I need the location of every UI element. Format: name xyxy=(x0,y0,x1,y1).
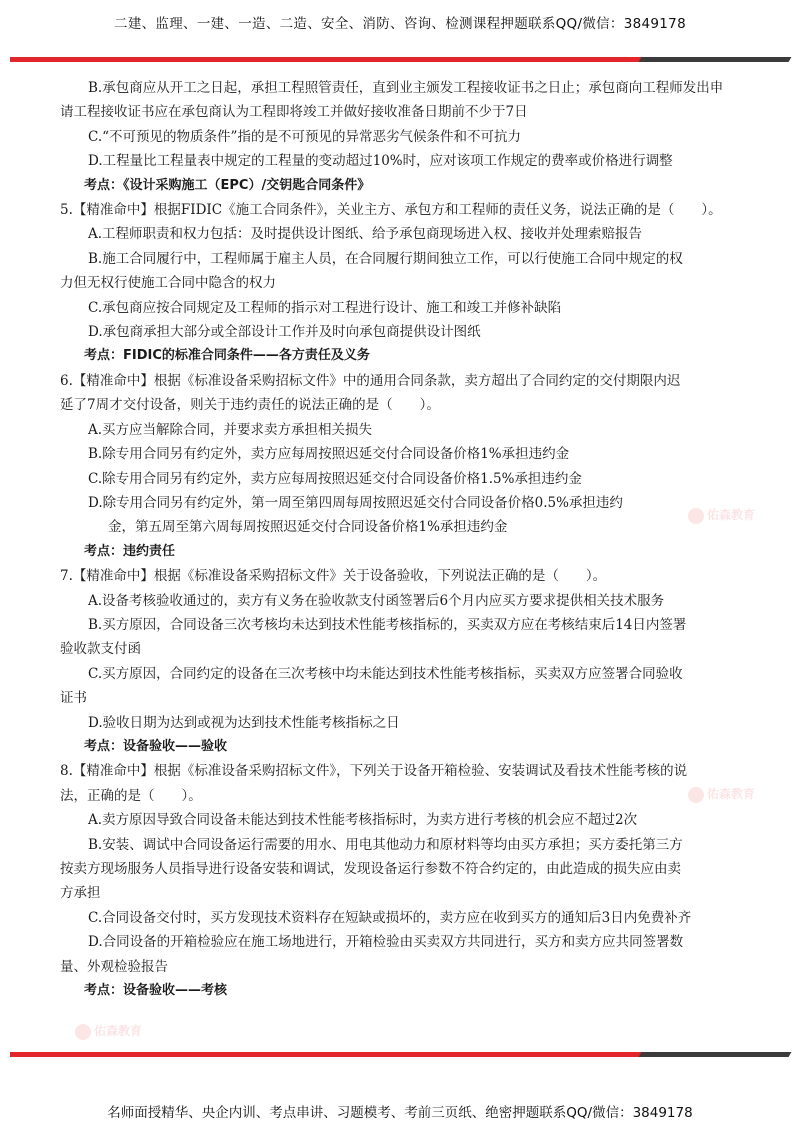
watermark-logo: 佑森教育 xyxy=(688,785,755,803)
text-line: 方承担 xyxy=(60,885,101,902)
text-line: D.验收日期为达到或视为达到技术性能考核指标之日 xyxy=(88,714,400,731)
text-line: 请工程接收证书应在承包商认为工程即将竣工并做好接收准备日期前不少于7日 xyxy=(60,104,528,121)
watermark-logo: 佑森教育 xyxy=(75,1022,142,1040)
text-line: B.除专用合同另有约定外，卖方应每周按照迟延交付合同设备价格1%承担违约金 xyxy=(88,446,570,463)
text-line: A.工程师职责和权力包括：及时提供设计图纸、给予承包商现场进入权、接收并处理索赔报告 xyxy=(88,226,643,243)
exam-point: 考点：FIDIC的标准合同条件——各方责任及义务 xyxy=(84,348,370,364)
text-line: C.除专用合同另有约定外，卖方应每周按照迟延交付合同设备价格1.5%承担违约金 xyxy=(88,470,582,487)
text-line: C.合同设备交付时，买方发现技术资料存在短缺或损坏的，卖方应在收到买方的通知后3日内免费补齐 xyxy=(88,909,692,926)
page-footer: 名师面授精华、央企内训、考点串讲、习题模考、考前三页纸、绝密押题联系QQ/微信：3849178 xyxy=(107,1105,693,1121)
text-line: D.合同设备的开箱检验应在施工场地进行，开箱检验由买卖双方共同进行，买方和卖方应共同签署数 xyxy=(88,934,684,951)
text-line: B.施工合同履行中，工程师属于雇主人员，在合同履行期间独立工作，可以行使施工合同中规定的权 xyxy=(88,250,683,267)
text-line: 6.【精准命中】根据《标准设备采购招标文件》中的通用合同条款，卖方超出了合同约定的交付期限内迟 xyxy=(60,372,681,389)
text-line: D.承包商承担大部分或全部设计工作并及时向承包商提供设计图纸 xyxy=(88,324,481,341)
exam-point: 考点：设备验收——验收 xyxy=(84,738,228,754)
text-line: A.买方应当解除合同，并要求卖方承担相关损失 xyxy=(88,421,373,438)
text-line: 法，正确的是（ ）。 xyxy=(60,787,202,804)
text-line: D.工程量比工程量表中规定的工程量的变动超过10%时，应对该项工作规定的费率或价格进行调整 xyxy=(88,153,673,170)
text-line: 8.【精准命中】根据《标准设备采购招标文件》，下列关于设备开箱检验、安装调试及看技术性能考核的说 xyxy=(60,763,688,780)
text-line: C.“不可预见的物质条件”指的是不可预见的异常恶劣气候条件和不可抗力 xyxy=(88,128,521,145)
header-divider xyxy=(10,57,790,62)
text-line: 延了7周才交付设备，则关于违约责任的说法正确的是（ ）。 xyxy=(60,397,440,414)
text-line: 金，第五周至第六周每周按照迟延交付合同设备价格1%承担违约金 xyxy=(108,519,508,536)
exam-point: 考点：《设计采购施工（EPC）/交钥匙合同条件》 xyxy=(84,177,371,193)
text-line: B.承包商应从开工之日起，承担工程照管责任，直到业主颁发工程接收证书之日止；承包商向工程师发出申 xyxy=(88,80,724,96)
text-line: A.设备考核验收通过的，卖方有义务在验收款支付函签署后6个月内应买方要求提供相关技术服务 xyxy=(88,592,665,609)
text-line: 7.【精准命中】根据《标准设备采购招标文件》关于设备验收，下列说法正确的是（ ）。 xyxy=(60,568,607,585)
text-line: 验收款支付函 xyxy=(60,641,141,658)
text-line: B.安装、调试中合同设备运行需要的用水、用电其他动力和原材料等均由买方承担；买方委托第三方 xyxy=(88,836,683,853)
exam-point: 考点：违约责任 xyxy=(84,543,176,559)
watermark-logo: 佑森教育 xyxy=(688,506,755,524)
text-line: 量、外观检验报告 xyxy=(60,958,168,975)
text-line: C.买方原因，合同约定的设备在三次考核中均未能达到技术性能考核指标，买卖双方应签署合同验收 xyxy=(88,665,683,682)
document-body xyxy=(60,76,750,1003)
text-line: 5.【精准命中】根据FIDIC《施工合同条件》，关业主方、承包方和工程师的责任义务，说法正确的是（ ）。 xyxy=(60,202,722,219)
exam-point: 考点：设备验收——考核 xyxy=(84,983,228,999)
text-line: 力但无权行使施工合同中隐含的权力 xyxy=(60,275,276,292)
text-line: A.卖方原因导致合同设备未能达到技术性能考核指标时，为卖方进行考核的机会应不超过2次 xyxy=(88,812,638,829)
text-line: 按卖方现场服务人员指导进行设备安装和调试，发现设备运行参数不符合约定的，由此造成的损失应由卖 xyxy=(60,861,681,877)
text-line: 证书 xyxy=(60,690,87,707)
text-line: B.买方原因，合同设备三次考核均未达到技术性能考核指标的，买卖双方应在考核结束后14日内签署 xyxy=(88,616,687,633)
text-line: C.承包商应按合同规定及工程师的指示对工程进行设计、施工和竣工并修补缺陷 xyxy=(88,299,562,316)
text-line: D.除专用合同另有约定外，第一周至第四周每周按照迟延交付合同设备价格0.5%承担违约 xyxy=(88,494,623,511)
footer-divider xyxy=(10,1052,790,1057)
page-header: 二建、监理、一建、一造、二造、安全、消防、咨询、检测课程押题联系QQ/微信：3849178 xyxy=(114,16,686,32)
